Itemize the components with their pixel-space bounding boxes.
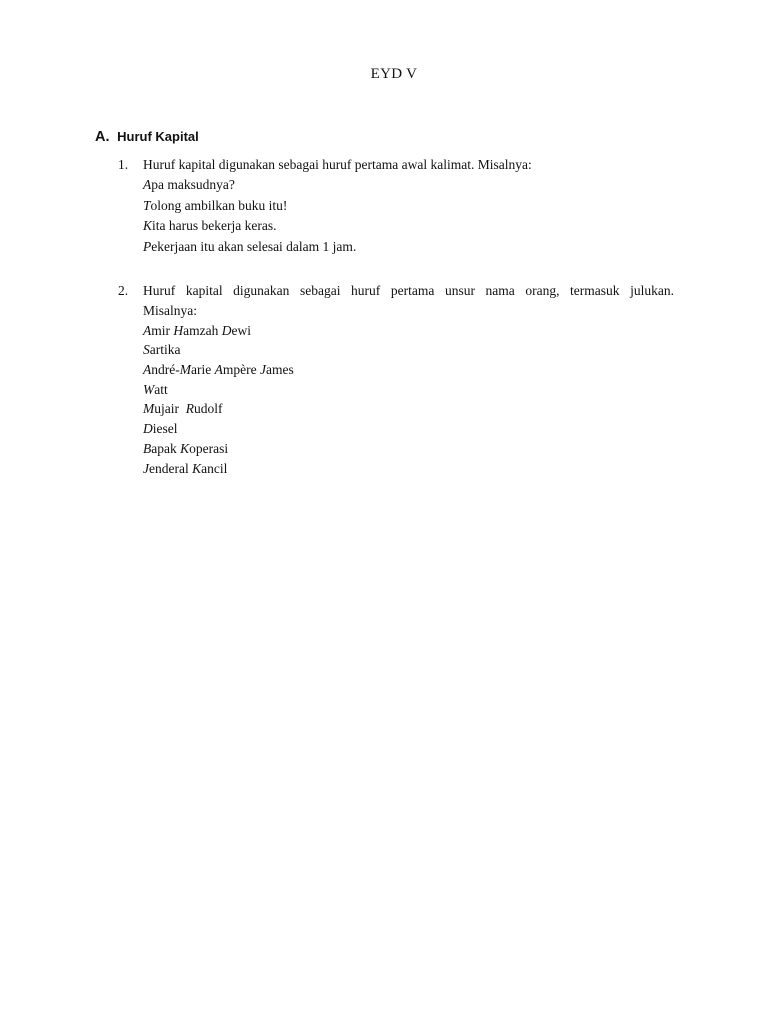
capital-letter: R	[185, 401, 194, 417]
capital-letter: J	[143, 460, 149, 476]
example-text: iesel	[152, 421, 178, 437]
example-text: Misalnya:	[143, 303, 197, 318]
list-item-1	[118, 155, 674, 257]
capital-letter: D	[221, 322, 232, 338]
example-list	[143, 301, 674, 478]
capital-letter: A	[214, 362, 223, 378]
capital-letter: D	[143, 421, 153, 437]
list-item-text: Huruf kapital digunakan sebagai huruf pertama awal kalimat. Misalnya:	[143, 157, 532, 172]
example-line	[143, 216, 674, 237]
capital-letter: A	[143, 177, 152, 192]
example-line	[143, 419, 674, 439]
example-line	[143, 340, 674, 360]
example-line	[143, 175, 674, 196]
example-line	[143, 380, 674, 400]
capital-letter: M	[179, 362, 191, 378]
example-line	[143, 301, 674, 321]
list-item-2	[118, 281, 674, 478]
example-line	[143, 360, 674, 380]
document-title: EYD V	[370, 66, 418, 82]
example-text: mir	[151, 322, 174, 338]
section-heading	[95, 129, 199, 145]
capital-letter: H	[173, 322, 184, 338]
example-text: att	[154, 381, 168, 397]
example-text: enderal	[149, 460, 193, 476]
example-line	[143, 196, 674, 217]
capital-letter: A	[143, 322, 152, 338]
capital-letter: T	[143, 197, 151, 213]
example-list	[143, 175, 674, 257]
example-text: ndré-	[151, 362, 180, 378]
example-text: artika	[149, 342, 181, 358]
list-item-text: Huruf kapital digunakan sebagai huruf pertama unsur nama orang, termasuk julukan.	[143, 283, 674, 298]
capital-letter: W	[143, 381, 155, 397]
example-text: amzah	[183, 322, 222, 338]
example-line	[143, 321, 674, 341]
section-title: Huruf Kapital	[117, 129, 199, 144]
capital-letter: K	[180, 440, 190, 456]
example-text: apak	[151, 440, 181, 456]
example-text: ames	[265, 362, 294, 378]
capital-letter: P	[143, 238, 152, 254]
example-line	[143, 237, 674, 258]
example-text: ekerjaan itu akan selesai dalam 1 jam.	[151, 238, 357, 254]
capital-letter: J	[259, 362, 266, 378]
capital-letter: S	[143, 342, 150, 358]
example-text: ujair	[154, 401, 186, 417]
example-text: olong ambilkan buku itu!	[150, 197, 288, 213]
capital-letter: B	[143, 440, 152, 456]
example-line	[143, 459, 674, 479]
example-text: ewi	[231, 322, 251, 338]
example-text: ita harus bekerja keras.	[152, 218, 277, 233]
example-text: udolf	[194, 401, 223, 417]
capital-letter: A	[143, 362, 152, 378]
example-text: mpère	[222, 362, 260, 378]
capital-letter: K	[143, 218, 153, 233]
list-item-number: 1.	[118, 157, 129, 172]
example-text: ancil	[201, 460, 228, 476]
capital-letter: K	[192, 460, 202, 476]
example-text: operasi	[189, 440, 229, 456]
example-text: arie	[190, 362, 215, 378]
capital-letter: M	[143, 401, 155, 417]
section-letter: A.	[95, 129, 110, 145]
list-item-number: 2.	[118, 283, 129, 298]
example-line	[143, 399, 674, 419]
example-text: pa maksudnya?	[151, 177, 235, 192]
example-line	[143, 439, 674, 459]
